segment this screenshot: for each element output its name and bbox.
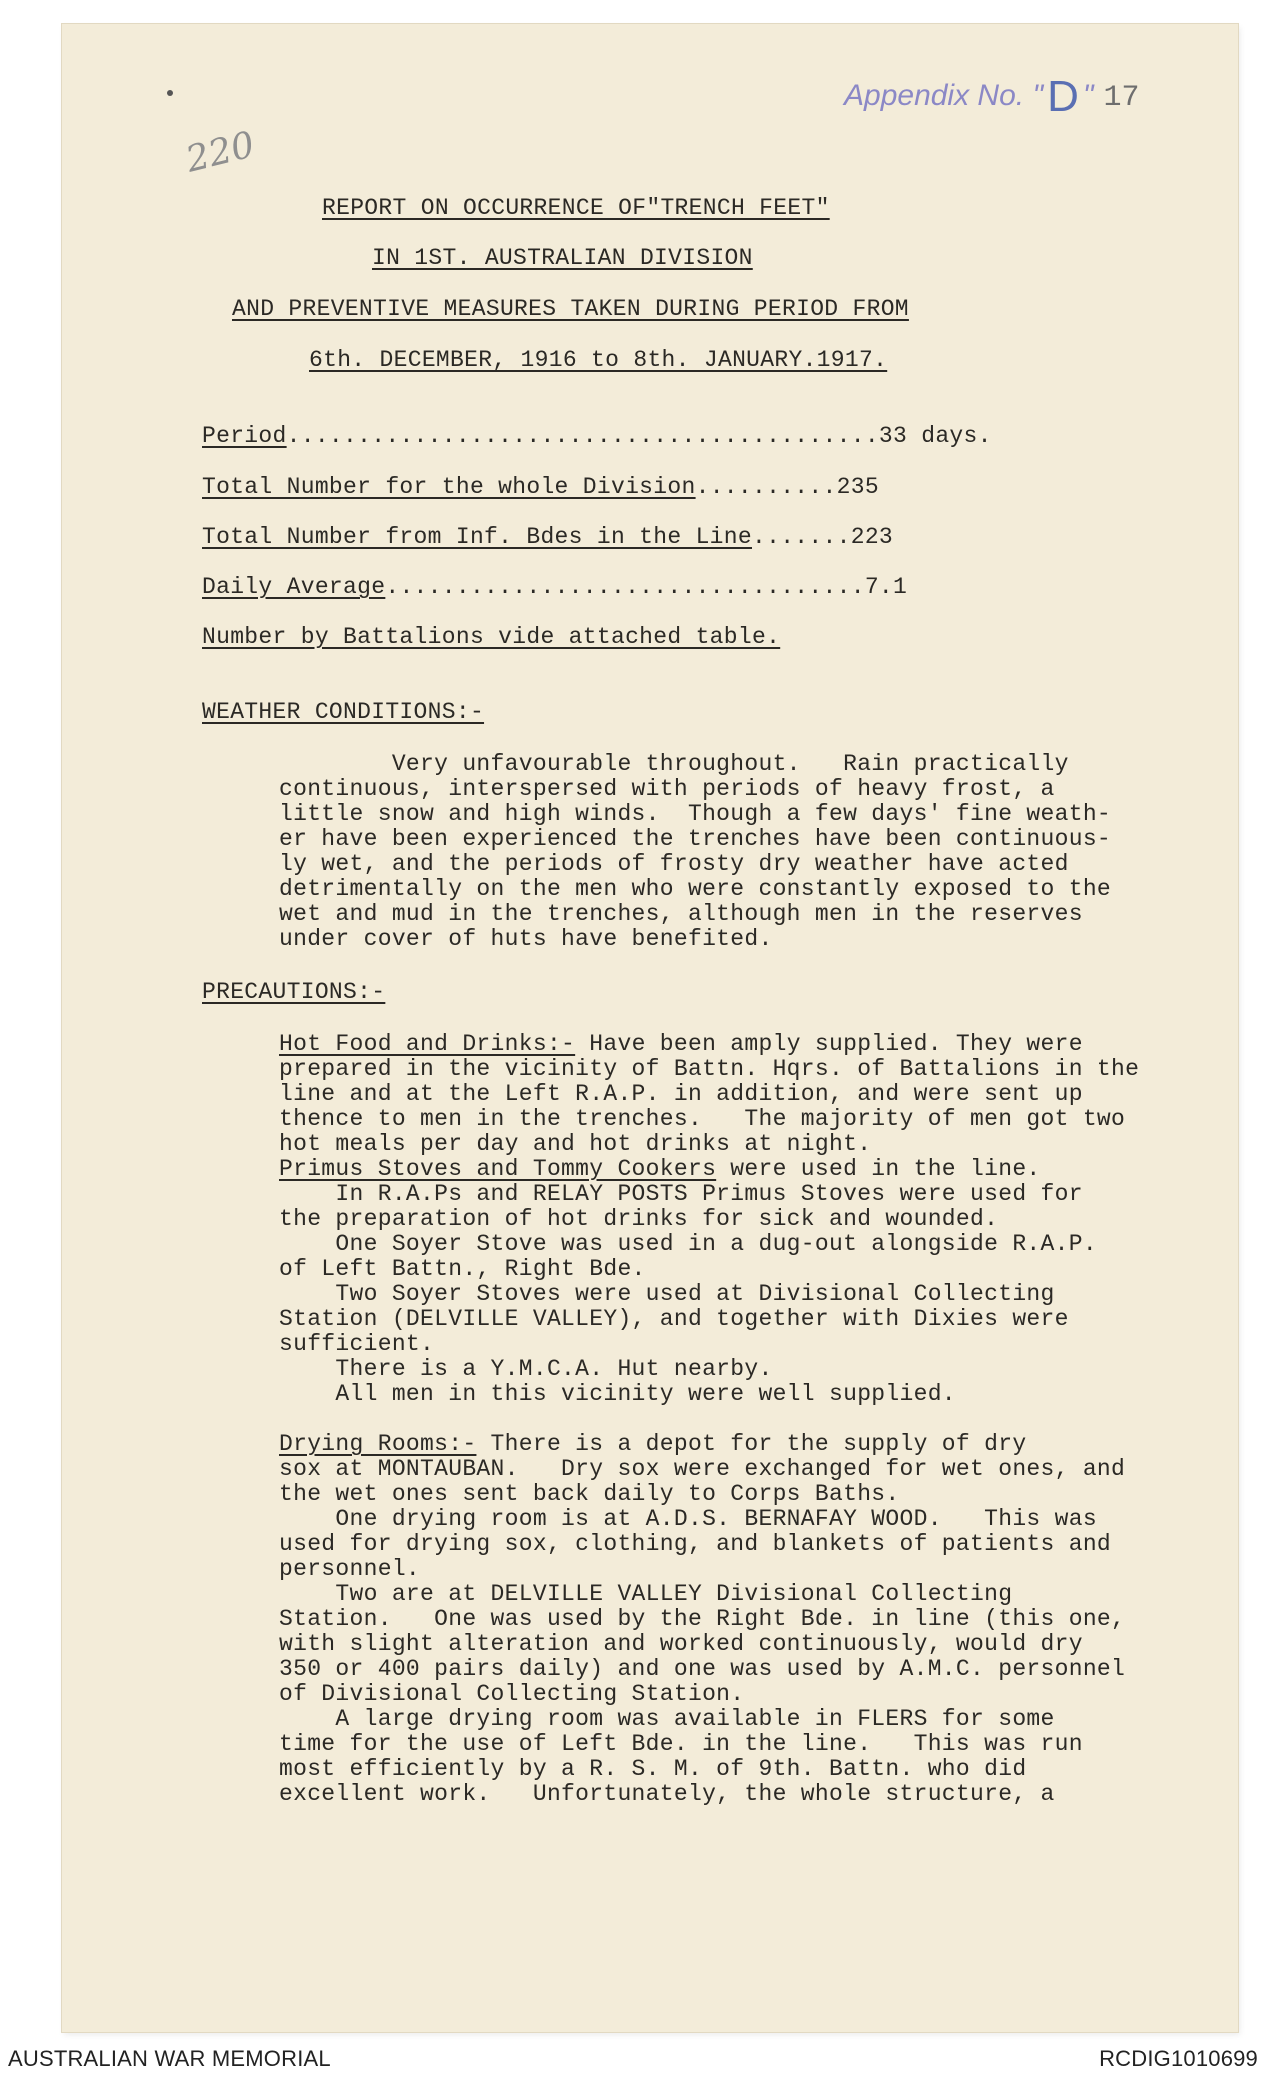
hot-food-line: thence to men in the trenches. The majority of men got two [279,1106,1126,1132]
stat-value: 7.1 [864,574,908,600]
weather-line: ly wet, and the periods of frosty dry weather have acted [279,851,1069,877]
primus-line: In R.A.Ps and RELAY POSTS Primus Stoves were used for [279,1181,1083,1207]
hot-food-first-line [279,1032,1083,1057]
footer-source: AUSTRALIAN WAR MEMORIAL [8,2046,331,2071]
weather-heading: WEATHER CONDITIONS:- [202,699,485,725]
stat-leader: .......... [695,474,837,500]
stat-value: 223 [850,524,894,550]
stat-row-period [202,424,992,449]
stat-row-total-inf-bdes [202,525,893,550]
drying-line: used for drying sox, clothing, and blankets of patients and [279,1531,1112,1557]
drying-line: Station. One was used by the Right Bde. in line (this one, [279,1606,1126,1632]
drying-line: Two are at DELVILLE VALLEY Divisional Collecting [279,1581,1013,1607]
primus-line: One Soyer Stove was used in a dug-out alongside R.A.P. [279,1231,1097,1257]
footer-record-id: RCDIG1010699 [1099,2046,1258,2071]
ink-dot [167,90,173,96]
hot-food-line: hot meals per day and hot drinks at night. [279,1131,872,1157]
stat-label: Period [202,423,287,449]
weather-line: detrimentally on the men who were constantly exposed to the [279,876,1112,902]
handwritten-folio-number: 220 [182,124,259,181]
stat-leader: ....... [752,524,851,550]
drying-line: personnel. [279,1556,421,1582]
drying-line: time for the use of Left Bde. in the line. This was run [279,1731,1083,1757]
drying-line: sox at MONTAUBAN. Dry sox were exchanged for wet ones, and [279,1456,1126,1482]
drying-line: most efficiently by a R. S. M. of 9th. Battn. who did [279,1756,1027,1782]
drying-line: excellent work. Unfortunately, the whole structure, a [279,1781,1055,1807]
hot-food-label: Hot Food and Drinks:- [279,1031,576,1057]
drying-line: One drying room is at A.D.S. BERNAFAY WOOD. This was [279,1506,1097,1532]
stat-row-total-division [202,475,879,500]
primus-line: Two Soyer Stoves were used at Divisional Collecting [279,1281,1055,1307]
weather-line: little snow and high winds. Though a few days' fine weath- [279,801,1112,827]
drying-line: the wet ones sent back daily to Corps Baths. [279,1481,900,1507]
appendix-stamp [844,72,1140,122]
appendix-letter: D [1047,72,1079,121]
hot-food-line: prepared in the vicinity of Battn. Hqrs. of Battalions in the [279,1056,1140,1082]
stat-value: 235 [836,474,879,500]
title-line-4: 6th. DECEMBER, 1916 to 8th. JANUARY.1917. [309,347,888,373]
stat-label: Total Number from Inf. Bdes in the Line [202,524,752,550]
weather-line: Very unfavourable throughout. Rain practically [279,751,1069,777]
primus-line: There is a Y.M.C.A. Hut nearby. [279,1356,773,1382]
stat-row-daily-average [202,575,907,600]
primus-first-text: were used in the line. [716,1156,1041,1182]
primus-line: Station (DELVILLE VALLEY), and together with Dixies were [279,1306,1069,1332]
stat-leader: .................................. [385,574,865,600]
drying-line: 350 or 400 pairs daily) and one was used by A.M.C. personnel [279,1656,1126,1682]
weather-line: under cover of huts have benefited. [279,926,773,952]
stat-label: Daily Average [202,574,386,600]
hot-food-first-text: Have been amply supplied. They were [575,1031,1083,1057]
weather-line: continuous, interspersed with periods of heavy frost, a [279,776,1055,802]
stat-label: Total Number for the whole Division [202,474,696,500]
title-line-1: REPORT ON OCCURRENCE OF"TRENCH FEET" [322,195,830,221]
primus-line: All men in this vicinity were well supplied. [279,1381,956,1407]
primus-first-line [279,1157,1041,1182]
primus-line: the preparation of hot drinks for sick and wounded. [279,1206,999,1232]
appendix-close-quote: " [1082,79,1094,112]
weather-line: er have been experienced the trenches have been continuous- [279,826,1112,852]
hot-food-line: line and at the Left R.A.P. in addition, and were sent up [279,1081,1083,1107]
stat-leader: .......................................... [286,423,879,449]
stats-note: Number by Battalions vide attached table. [202,624,781,650]
appendix-stamp-text: Appendix No. " [844,79,1044,112]
primus-line: sufficient. [279,1331,435,1357]
precautions-heading: PRECAUTIONS:- [202,979,386,1005]
drying-line: A large drying room was available in FLERS for some [279,1706,1055,1732]
drying-line: with slight alteration and worked continuously, would dry [279,1631,1083,1657]
stat-value: 33 days. [878,423,992,449]
title-line-2: IN 1ST. AUSTRALIAN DIVISION [372,245,753,271]
primus-label: Primus Stoves and Tommy Cookers [279,1156,717,1182]
weather-line: wet and mud in the trenches, although men in the reserves [279,901,1083,927]
page-number: 17 [1103,81,1140,115]
drying-first-text: There is a depot for the supply of dry [476,1431,1027,1457]
primus-line: of Left Battn., Right Bde. [279,1256,646,1282]
drying-first-line [279,1432,1026,1457]
title-line-3: AND PREVENTIVE MEASURES TAKEN DURING PERIOD FROM [232,296,909,322]
drying-label: Drying Rooms:- [279,1431,477,1457]
drying-line: of Divisional Collecting Station. [279,1681,745,1707]
